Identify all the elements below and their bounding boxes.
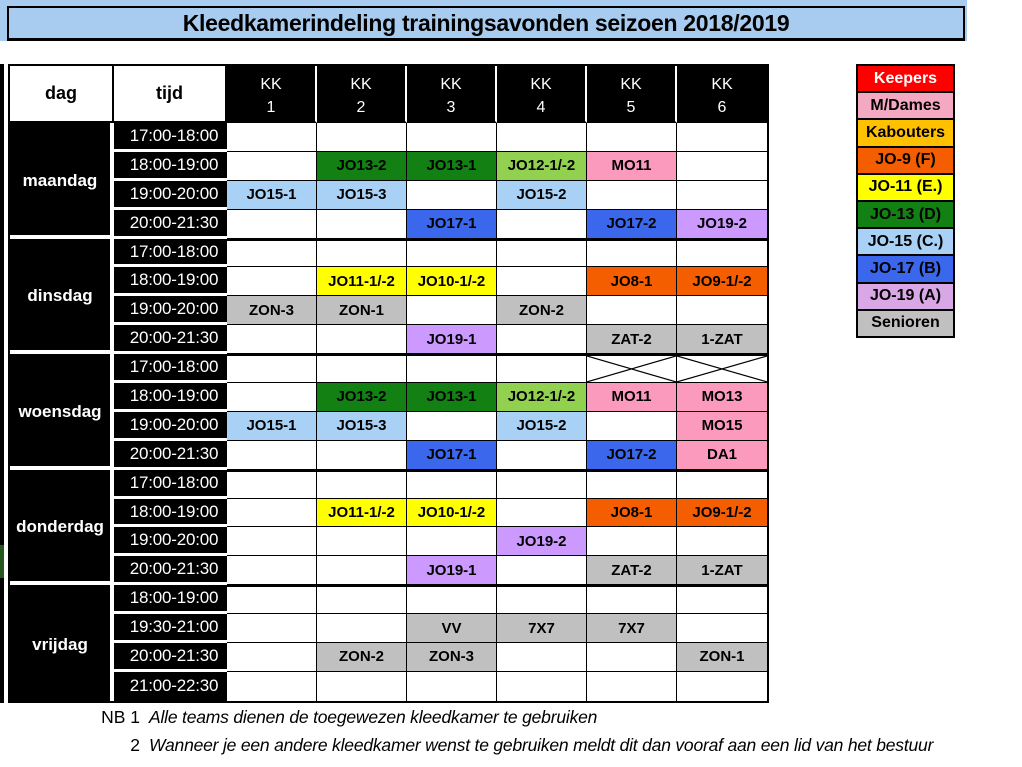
time-label: 20:00-21:30 <box>114 556 227 585</box>
schedule-cell <box>677 181 767 210</box>
schedule-cell <box>317 614 407 643</box>
schedule-cell <box>677 672 767 701</box>
schedule-cell <box>497 672 587 701</box>
schedule-cell <box>587 527 677 556</box>
schedule-cell: MO11 <box>587 152 677 181</box>
day-label: donderdag <box>10 470 114 586</box>
schedule-cell: MO11 <box>587 383 677 412</box>
schedule-cell: JO15-1 <box>227 181 317 210</box>
day-label: dinsdag <box>10 239 114 355</box>
time-label: 17:00-18:00 <box>114 354 227 383</box>
sheet-edge-strip-green <box>0 545 4 578</box>
note-line <box>96 707 597 728</box>
schedule-cell <box>227 354 317 383</box>
schedule-cell <box>227 383 317 412</box>
schedule-cell <box>497 123 587 152</box>
schedule-cell: JO15-2 <box>497 181 587 210</box>
time-label: 17:00-18:00 <box>114 470 227 499</box>
schedule-cell <box>317 585 407 614</box>
crossed-out-mark <box>587 356 676 382</box>
schedule-cell: JO19-1 <box>407 325 497 354</box>
schedule-cell: JO13-1 <box>407 383 497 412</box>
schedule-cell: JO17-2 <box>587 441 677 470</box>
col-header-tijd: tijd <box>114 66 227 123</box>
schedule-cell <box>407 412 497 441</box>
note-number: 2 <box>130 735 140 755</box>
time-label: 20:00-21:30 <box>114 325 227 354</box>
schedule-cell: JO11-1/-2 <box>317 267 407 296</box>
schedule-cell: ZON-1 <box>677 643 767 672</box>
schedule-cell <box>677 527 767 556</box>
schedule-cell <box>587 643 677 672</box>
schedule-cell: JO19-1 <box>407 556 497 585</box>
time-label: 20:00-21:30 <box>114 210 227 239</box>
schedule-cell <box>497 585 587 614</box>
schedule-cell: JO17-1 <box>407 210 497 239</box>
schedule-cell <box>317 470 407 499</box>
schedule-cell <box>677 296 767 325</box>
time-label: 19:00-20:00 <box>114 181 227 210</box>
col-header-kk: KK 4 <box>497 66 587 123</box>
time-label: 18:00-19:00 <box>114 152 227 181</box>
schedule-cell <box>407 585 497 614</box>
schedule-cell <box>677 123 767 152</box>
schedule-cell: MO15 <box>677 412 767 441</box>
schedule-cell <box>677 152 767 181</box>
legend-item: JO-9 (F) <box>856 146 955 175</box>
schedule-cell: JO15-2 <box>497 412 587 441</box>
schedule-cell <box>497 239 587 268</box>
schedule-cell <box>497 210 587 239</box>
note-number: NB 1 <box>101 707 140 727</box>
day-label: vrijdag <box>10 585 114 701</box>
schedule-cell: ZON-3 <box>407 643 497 672</box>
legend-item: Senioren <box>856 309 955 338</box>
schedule-cell <box>497 556 587 585</box>
schedule-cell <box>227 239 317 268</box>
legend-item: Keepers <box>856 64 955 93</box>
day-label: woensdag <box>10 354 114 470</box>
time-label: 20:00-21:30 <box>114 643 227 672</box>
legend <box>856 64 955 338</box>
col-header-dag: dag <box>10 66 114 123</box>
schedule-cell <box>227 499 317 528</box>
schedule-cell <box>587 239 677 268</box>
schedule-cell: ZON-3 <box>227 296 317 325</box>
col-header-kk: KK 3 <box>407 66 497 123</box>
schedule-cell: ZON-2 <box>317 643 407 672</box>
legend-item: Kabouters <box>856 118 955 147</box>
schedule-cell <box>407 470 497 499</box>
time-label: 19:00-20:00 <box>114 527 227 556</box>
schedule-cell <box>317 325 407 354</box>
schedule-cell <box>587 412 677 441</box>
schedule-cell <box>587 181 677 210</box>
schedule-cell: 7X7 <box>497 614 587 643</box>
schedule-cell: JO12-1/-2 <box>497 152 587 181</box>
schedule-cell <box>587 354 677 383</box>
schedule-cell <box>227 585 317 614</box>
legend-item: JO-15 (C.) <box>856 227 955 256</box>
schedule-cell: JO19-2 <box>677 210 767 239</box>
schedule-cell: JO9-1/-2 <box>677 267 767 296</box>
time-label: 17:00-18:00 <box>114 239 227 268</box>
schedule-cell <box>497 470 587 499</box>
schedule-cell <box>317 354 407 383</box>
col-header-kk: KK 6 <box>677 66 767 123</box>
schedule-cell: JO11-1/-2 <box>317 499 407 528</box>
schedule-cell <box>407 239 497 268</box>
schedule-cell <box>227 267 317 296</box>
time-label: 18:00-19:00 <box>114 585 227 614</box>
schedule-cell <box>227 441 317 470</box>
time-label: 19:00-20:00 <box>114 412 227 441</box>
schedule-cell: ZON-1 <box>317 296 407 325</box>
schedule-cell: JO10-1/-2 <box>407 499 497 528</box>
schedule-cell <box>497 643 587 672</box>
time-label: 20:00-21:30 <box>114 441 227 470</box>
schedule-cell: JO12-1/-2 <box>497 383 587 412</box>
schedule-cell <box>407 123 497 152</box>
schedule-cell <box>677 585 767 614</box>
page-title: Kleedkamerindeling trainingsavonden seizoen 2018/2019 <box>7 6 965 41</box>
schedule-cell <box>497 499 587 528</box>
schedule-cell: ZON-2 <box>497 296 587 325</box>
schedule-cell <box>227 527 317 556</box>
schedule-cell <box>227 672 317 701</box>
schedule-cell: JO13-1 <box>407 152 497 181</box>
schedule-cell: JO17-2 <box>587 210 677 239</box>
col-header-kk: KK 5 <box>587 66 677 123</box>
schedule-cell: DA1 <box>677 441 767 470</box>
schedule-cell <box>227 123 317 152</box>
crossed-out-mark <box>677 356 767 382</box>
schedule-cell <box>497 441 587 470</box>
schedule-cell: JO13-2 <box>317 152 407 181</box>
day-label: maandag <box>10 123 114 239</box>
legend-item: M/Dames <box>856 91 955 120</box>
schedule-cell <box>677 614 767 643</box>
schedule-cell: ZAT-2 <box>587 325 677 354</box>
legend-item: JO-11 (E.) <box>856 173 955 202</box>
schedule-cell: JO13-2 <box>317 383 407 412</box>
schedule-cell: JO10-1/-2 <box>407 267 497 296</box>
schedule-cell <box>317 239 407 268</box>
schedule-cell <box>497 325 587 354</box>
schedule-cell: JO15-3 <box>317 412 407 441</box>
time-label: 18:00-19:00 <box>114 383 227 412</box>
schedule-cell <box>317 441 407 470</box>
note-line <box>96 735 933 756</box>
schedule-cell <box>227 210 317 239</box>
schedule-cell <box>227 614 317 643</box>
schedule-cell <box>587 123 677 152</box>
schedule-cell <box>407 296 497 325</box>
time-label: 21:00-22:30 <box>114 672 227 701</box>
schedule-cell: MO13 <box>677 383 767 412</box>
note-text: Wanneer je een andere kleedkamer wenst te gebruiken meldt dit dan vooraf aan een lid van het bestuur <box>149 735 934 755</box>
schedule-cell: JO9-1/-2 <box>677 499 767 528</box>
schedule-cell: JO15-3 <box>317 181 407 210</box>
schedule-cell: JO8-1 <box>587 267 677 296</box>
schedule-cell <box>587 470 677 499</box>
schedule-cell: VV <box>407 614 497 643</box>
schedule-cell <box>317 527 407 556</box>
schedule-cell <box>497 267 587 296</box>
schedule-cell <box>317 672 407 701</box>
schedule-cell <box>227 643 317 672</box>
col-header-kk: KK 1 <box>227 66 317 123</box>
time-label: 19:00-20:00 <box>114 296 227 325</box>
time-label: 18:00-19:00 <box>114 267 227 296</box>
time-label: 18:00-19:00 <box>114 499 227 528</box>
schedule-cell <box>587 585 677 614</box>
schedule-cell <box>407 181 497 210</box>
schedule-cell <box>407 672 497 701</box>
schedule-cell: JO19-2 <box>497 527 587 556</box>
legend-item: JO-13 (D) <box>856 200 955 229</box>
schedule-cell <box>317 123 407 152</box>
time-label: 19:30-21:00 <box>114 614 227 643</box>
schedule-cell <box>677 354 767 383</box>
schedule-cell <box>227 325 317 354</box>
col-header-kk: KK 2 <box>317 66 407 123</box>
schedule-cell: JO17-1 <box>407 441 497 470</box>
schedule-cell: 1-ZAT <box>677 556 767 585</box>
sheet-edge-strip <box>0 64 4 703</box>
legend-item: JO-17 (B) <box>856 254 955 283</box>
legend-item: JO-19 (A) <box>856 282 955 311</box>
time-label: 17:00-18:00 <box>114 123 227 152</box>
schedule-cell: JO8-1 <box>587 499 677 528</box>
schedule-cell <box>587 296 677 325</box>
schedule-cell: JO15-1 <box>227 412 317 441</box>
schedule-cell <box>497 354 587 383</box>
schedule-cell <box>677 470 767 499</box>
schedule-cell: ZAT-2 <box>587 556 677 585</box>
schedule-table <box>8 64 769 703</box>
title-bar <box>0 0 967 41</box>
schedule-cell <box>227 152 317 181</box>
schedule-cell <box>587 672 677 701</box>
schedule-cell <box>677 239 767 268</box>
schedule-cell <box>227 556 317 585</box>
schedule-cell <box>407 527 497 556</box>
schedule-cell <box>317 556 407 585</box>
schedule-cell <box>407 354 497 383</box>
schedule-cell: 1-ZAT <box>677 325 767 354</box>
schedule-cell <box>317 210 407 239</box>
schedule-cell <box>227 470 317 499</box>
note-text: Alle teams dienen de toegewezen kleedkamer te gebruiken <box>149 707 598 727</box>
schedule-cell: 7X7 <box>587 614 677 643</box>
